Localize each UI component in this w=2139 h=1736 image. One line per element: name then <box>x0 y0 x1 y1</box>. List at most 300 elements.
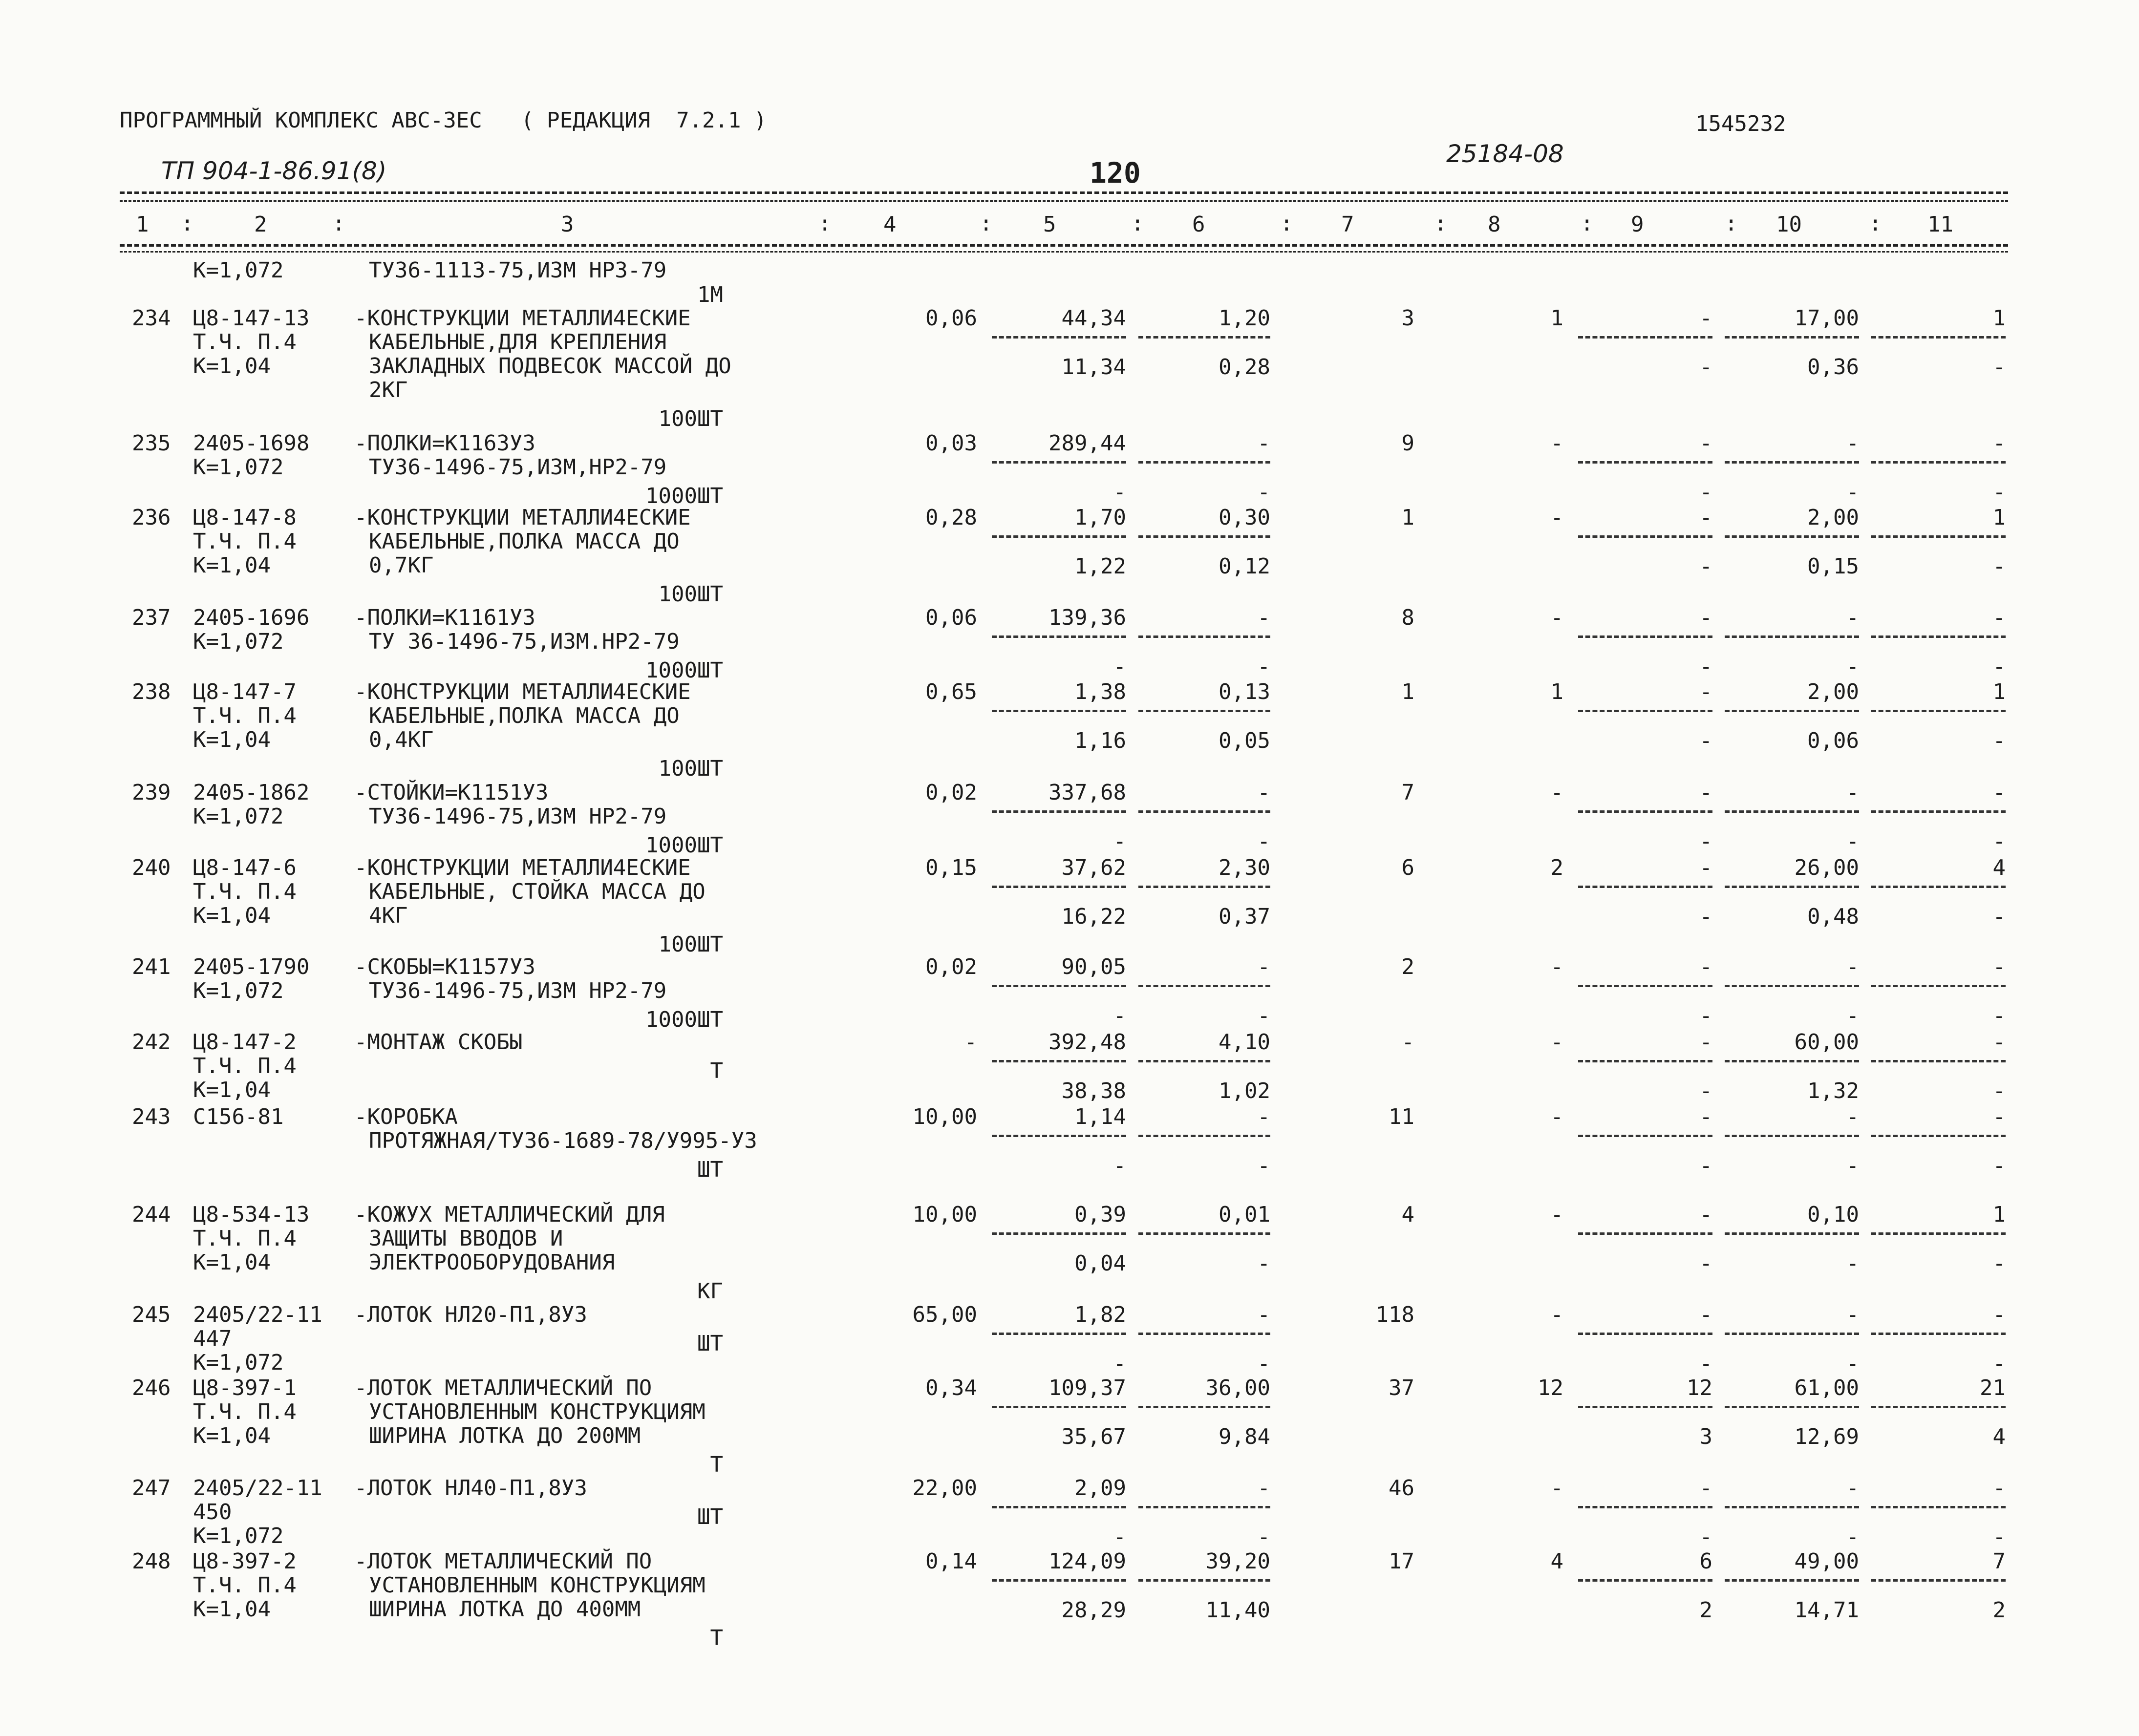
value-underline <box>1725 1135 1859 1137</box>
row-number: 237 <box>132 605 171 630</box>
unit-of-measure: 100ШТ <box>658 756 723 781</box>
cell-c8: 4 <box>1550 1549 1563 1574</box>
value-underline <box>1871 810 2006 813</box>
norm-code: Ц8-397-1 <box>193 1376 297 1400</box>
value-underline <box>1578 886 1712 888</box>
value-underline <box>1578 1232 1712 1235</box>
value-underline <box>992 1135 1126 1137</box>
row-coefficient: К=1,04 <box>193 1250 271 1275</box>
unit-of-measure: ШТ <box>697 1331 723 1356</box>
row-number: 243 <box>132 1104 171 1129</box>
cell-c9: - <box>1699 1030 1712 1055</box>
value-underline <box>1725 710 1859 712</box>
header-rule-bottom-2 <box>120 251 2008 253</box>
item-description: ЗАКЛАДНЫХ ПОДВЕСОК МАССОЙ ДО <box>369 354 731 379</box>
cell-c5: 392,48 <box>1048 1030 1126 1055</box>
cell-c5: 37,62 <box>1061 855 1126 880</box>
placeholder-dash: - <box>1257 654 1270 679</box>
cell-c7: 1 <box>1401 505 1414 530</box>
top-row-description: ТУ36-1113-75,ИЗМ НР3-79 <box>369 258 667 283</box>
value-underline <box>1725 336 1859 339</box>
row-coefficient: К=1,072 <box>193 804 284 829</box>
item-description: -ЛОТОК НЛ20-П1,8У3 <box>354 1302 587 1327</box>
placeholder-dash: - <box>1992 480 2006 505</box>
value-underline <box>1138 1060 1270 1062</box>
cell-c10b: 0,15 <box>1807 554 1859 579</box>
unit-of-measure: Т <box>710 1059 723 1083</box>
cell-c9: - <box>1699 605 1712 630</box>
value-underline <box>992 985 1126 987</box>
cell-c5: 1,70 <box>1074 505 1126 530</box>
cell-c11b: - <box>1992 728 2006 753</box>
row-number: 241 <box>132 954 171 979</box>
cell-c8: - <box>1550 605 1563 630</box>
cell-c6: 1,20 <box>1219 306 1270 331</box>
cell-c9: - <box>1699 1202 1712 1227</box>
value-underline <box>1138 985 1270 987</box>
cell-c10: - <box>1846 605 1859 630</box>
value-underline <box>992 1060 1126 1062</box>
cell-c5b: 1,22 <box>1074 554 1126 579</box>
placeholder-dash: - <box>1257 480 1270 505</box>
cell-c6: 36,00 <box>1205 1376 1270 1400</box>
norm-code-note: Т.Ч. П.4 <box>193 1573 297 1598</box>
column-separator: : <box>1131 211 1144 236</box>
cell-c10: 49,00 <box>1794 1549 1859 1574</box>
norm-code-note: 450 <box>193 1500 232 1524</box>
cell-c11b: - <box>1992 1251 2006 1276</box>
row-number: 247 <box>132 1476 171 1501</box>
cell-c4: 0,02 <box>925 954 977 979</box>
row-coefficient: К=1,072 <box>193 455 284 480</box>
value-underline <box>1871 1506 2006 1508</box>
unit-of-measure: 1000ШТ <box>645 484 723 508</box>
column-header-11: 11 <box>1927 212 1953 237</box>
value-underline <box>1871 985 2006 987</box>
cell-c5b: 28,29 <box>1061 1598 1126 1623</box>
cell-c5b: 16,22 <box>1061 904 1126 929</box>
norm-code: 2405/22-11 <box>193 1476 322 1501</box>
unit-of-measure: КГ <box>697 1279 723 1304</box>
norm-code: 2405/22-11 <box>193 1302 322 1327</box>
unit-of-measure: Т <box>710 1452 723 1477</box>
item-description: -ЛОТОК НЛ40-П1,8У3 <box>354 1476 587 1501</box>
item-description: -СТОЙКИ=К1151У3 <box>354 780 549 805</box>
placeholder-dash: - <box>1846 480 1859 505</box>
cell-c7: - <box>1401 1030 1414 1055</box>
item-description: ТУ36-1496-75,ИЗМ,НР2-79 <box>369 455 667 480</box>
value-underline <box>1578 1579 1712 1582</box>
cell-c10: 17,00 <box>1794 306 1859 331</box>
cell-c5b: 38,38 <box>1061 1079 1126 1103</box>
column-separator: : <box>332 211 345 236</box>
value-underline <box>1725 810 1859 813</box>
value-underline <box>1578 635 1712 638</box>
program-title: ПРОГРАММНЫЙ КОМПЛЕКС АВС-3ЕС ( РЕДАКЦИЯ 7.2.1 ) <box>120 108 767 133</box>
cell-c7: 7 <box>1401 780 1414 805</box>
cell-c4: 65,00 <box>912 1302 977 1327</box>
item-description: ШИРИНА ЛОТКА ДО 400ММ <box>369 1597 641 1622</box>
cell-c6b: - <box>1257 1251 1270 1276</box>
value-underline <box>1871 336 2006 339</box>
column-separator: : <box>1581 211 1594 236</box>
row-coefficient: К=1,04 <box>193 1078 271 1102</box>
norm-code: Ц8-147-8 <box>193 505 297 530</box>
value-underline <box>1871 535 2006 538</box>
placeholder-dash: - <box>1992 1153 2006 1178</box>
cell-c6: - <box>1257 1104 1270 1129</box>
column-header-2: 2 <box>254 212 267 237</box>
document-code: 1545232 <box>1695 111 1786 136</box>
value-underline <box>992 336 1126 339</box>
cell-c4: 0,65 <box>925 679 977 704</box>
placeholder-dash: - <box>1992 654 2006 679</box>
cell-c8: - <box>1550 431 1563 456</box>
row-number: 246 <box>132 1376 171 1400</box>
cell-c9b: - <box>1699 904 1712 929</box>
row-coefficient: К=1,072 <box>193 1524 284 1548</box>
value-underline <box>1871 1060 2006 1062</box>
cell-c8: - <box>1550 1202 1563 1227</box>
cell-c9: - <box>1699 1476 1712 1501</box>
cell-c6b: 9,84 <box>1219 1424 1270 1449</box>
cell-c5: 289,44 <box>1048 431 1126 456</box>
norm-code: Ц8-147-13 <box>193 306 310 331</box>
cell-c4: - <box>964 1030 977 1055</box>
item-description: ЭЛЕКТРООБОРУДОВАНИЯ <box>369 1250 615 1275</box>
value-underline <box>1578 1135 1712 1137</box>
cell-c7: 37 <box>1389 1376 1414 1400</box>
cell-c10b: - <box>1846 1251 1859 1276</box>
row-number: 235 <box>132 431 171 456</box>
placeholder-dash: - <box>1992 829 2006 854</box>
placeholder-dash: - <box>1699 1351 1712 1376</box>
cell-c4: 0,02 <box>925 780 977 805</box>
cell-c10: - <box>1846 1302 1859 1327</box>
value-underline <box>1871 1406 2006 1408</box>
norm-code: 2405-1698 <box>193 431 310 456</box>
column-header-9: 9 <box>1631 212 1644 237</box>
value-underline <box>1871 461 2006 464</box>
norm-code: С156-81 <box>193 1104 284 1129</box>
row-coefficient: К=1,04 <box>193 1597 271 1622</box>
cell-c7: 2 <box>1401 954 1414 979</box>
cell-c7: 1 <box>1401 679 1414 704</box>
cell-c10: - <box>1846 954 1859 979</box>
placeholder-dash: - <box>1699 1003 1712 1028</box>
cell-c9: - <box>1699 780 1712 805</box>
norm-code: 2405-1862 <box>193 780 310 805</box>
cell-c11: - <box>1992 431 2006 456</box>
cell-c10: - <box>1846 1476 1859 1501</box>
cell-c8: 12 <box>1538 1376 1563 1400</box>
item-description: -СКОБЫ=К1157У3 <box>354 954 535 979</box>
value-underline <box>1725 635 1859 638</box>
value-underline <box>992 1406 1126 1408</box>
placeholder-dash: - <box>1846 1153 1859 1178</box>
value-underline <box>1138 461 1270 464</box>
cell-c5: 44,34 <box>1061 306 1126 331</box>
column-header-1: 1 <box>136 212 149 237</box>
cell-c5: 124,09 <box>1048 1549 1126 1574</box>
cell-c9: - <box>1699 1104 1712 1129</box>
value-underline <box>1871 1333 2006 1335</box>
placeholder-dash: - <box>1699 1153 1712 1178</box>
placeholder-dash: - <box>1113 1351 1126 1376</box>
cell-c9: - <box>1699 679 1712 704</box>
value-underline <box>1725 461 1859 464</box>
item-description: -ЛОТОК МЕТАЛЛИЧЕСКИЙ ПО <box>354 1549 652 1574</box>
cell-c9: - <box>1699 505 1712 530</box>
cell-c9b: - <box>1699 554 1712 579</box>
unit-of-measure: ШТ <box>697 1504 723 1529</box>
cell-c9b: - <box>1699 1079 1712 1103</box>
row-number: 234 <box>132 306 171 331</box>
cell-c7: 9 <box>1401 431 1414 456</box>
cell-c6: 0,13 <box>1219 679 1270 704</box>
cell-c6b: 0,05 <box>1219 728 1270 753</box>
cell-c4: 0,03 <box>925 431 977 456</box>
column-separator: : <box>1725 211 1738 236</box>
placeholder-dash: - <box>1992 1351 2006 1376</box>
placeholder-dash: - <box>1113 1524 1126 1549</box>
cell-c10: - <box>1846 1104 1859 1129</box>
cell-c6: 39,20 <box>1205 1549 1270 1574</box>
row-number: 242 <box>132 1030 171 1055</box>
cell-c9b: 2 <box>1699 1598 1712 1623</box>
placeholder-dash: - <box>1846 829 1859 854</box>
value-underline <box>1578 710 1712 712</box>
row-coefficient: К=1,072 <box>193 978 284 1003</box>
norm-code-note: Т.Ч. П.4 <box>193 1399 297 1424</box>
column-header-4: 4 <box>883 212 897 237</box>
norm-code-note: Т.Ч. П.4 <box>193 703 297 728</box>
cell-c6: - <box>1257 431 1270 456</box>
cell-c10b: 14,71 <box>1794 1598 1859 1623</box>
value-underline <box>1138 336 1270 339</box>
unit-of-measure: 1000ШТ <box>645 658 723 683</box>
item-description: 0,7КГ <box>369 553 434 578</box>
cell-c4: 0,28 <box>925 505 977 530</box>
cell-c10b: 0,36 <box>1807 355 1859 380</box>
cell-c11b: - <box>1992 1079 2006 1103</box>
cell-c11b: 4 <box>1992 1424 2006 1449</box>
cell-c7: 11 <box>1389 1104 1414 1129</box>
cell-c8: - <box>1550 1104 1563 1129</box>
cell-c9: - <box>1699 431 1712 456</box>
value-underline <box>1138 535 1270 538</box>
value-underline <box>1871 635 2006 638</box>
cell-c10b: 0,06 <box>1807 728 1859 753</box>
norm-code-note: 447 <box>193 1326 232 1351</box>
value-underline <box>1725 1579 1859 1582</box>
value-underline <box>1138 810 1270 813</box>
value-underline <box>1725 1406 1859 1408</box>
cell-c6: 4,10 <box>1219 1030 1270 1055</box>
unit-of-measure: 100ШТ <box>658 406 723 431</box>
cell-c9b: - <box>1699 355 1712 380</box>
cell-c10b: 12,69 <box>1794 1424 1859 1449</box>
cell-c11b: - <box>1992 355 2006 380</box>
cell-c10b: 0,48 <box>1807 904 1859 929</box>
value-underline <box>992 535 1126 538</box>
column-header-7: 7 <box>1341 212 1354 237</box>
cell-c6b: 0,12 <box>1219 554 1270 579</box>
row-number: 244 <box>132 1202 171 1227</box>
cell-c5: 2,09 <box>1074 1476 1126 1501</box>
header-rule-bottom <box>120 244 2008 247</box>
item-description: -КОРОБКА <box>354 1104 458 1129</box>
item-description: ТУ36-1496-75,ИЗМ НР2-79 <box>369 804 667 829</box>
cell-c9b: - <box>1699 728 1712 753</box>
cell-c11b: - <box>1992 554 2006 579</box>
cell-c8: 1 <box>1550 679 1563 704</box>
cell-c11: - <box>1992 1104 2006 1129</box>
page-number: 120 <box>1090 156 1141 190</box>
cell-c11: - <box>1992 780 2006 805</box>
cell-c5: 139,36 <box>1048 605 1126 630</box>
cell-c5: 0,39 <box>1074 1202 1126 1227</box>
cell-c9: - <box>1699 855 1712 880</box>
placeholder-dash: - <box>1257 829 1270 854</box>
cell-c5b: 11,34 <box>1061 355 1126 380</box>
column-header-8: 8 <box>1488 212 1501 237</box>
cell-c8: - <box>1550 780 1563 805</box>
cell-c4: 0,34 <box>925 1376 977 1400</box>
cell-c7: 17 <box>1389 1549 1414 1574</box>
value-underline <box>1725 535 1859 538</box>
cell-c10: - <box>1846 780 1859 805</box>
cell-c11b: 2 <box>1992 1598 2006 1623</box>
row-number: 239 <box>132 780 171 805</box>
value-underline <box>992 1232 1126 1235</box>
column-header-10: 10 <box>1776 212 1802 237</box>
item-description: КАБЕЛЬНЫЕ,ПОЛКА МАССА ДО <box>369 703 680 728</box>
value-underline <box>1871 886 2006 888</box>
value-underline <box>1725 985 1859 987</box>
cell-c8: 1 <box>1550 306 1563 331</box>
item-description: 2КГ <box>369 378 408 402</box>
cell-c10: 0,10 <box>1807 1202 1859 1227</box>
cell-c6: - <box>1257 954 1270 979</box>
placeholder-dash: - <box>1846 1003 1859 1028</box>
cell-c10: 2,00 <box>1807 505 1859 530</box>
cell-c8: - <box>1550 1476 1563 1501</box>
value-underline <box>1578 336 1712 339</box>
row-coefficient: К=1,04 <box>193 903 271 928</box>
item-description: ПРОТЯЖНАЯ/ТУ36-1689-78/У995-У3 <box>369 1128 757 1153</box>
cell-c6b: 0,28 <box>1219 355 1270 380</box>
norm-code-note: Т.Ч. П.4 <box>193 1054 297 1079</box>
cell-c7: 8 <box>1401 605 1414 630</box>
cell-c11: - <box>1992 1030 2006 1055</box>
value-underline <box>1725 1232 1859 1235</box>
item-description: -ПОЛКИ=К1161У3 <box>354 605 535 630</box>
norm-code: Ц8-397-2 <box>193 1549 297 1574</box>
norm-code-note: Т.Ч. П.4 <box>193 529 297 554</box>
cell-c7: 46 <box>1389 1476 1414 1501</box>
cell-c11: - <box>1992 1476 2006 1501</box>
item-description: -ЛОТОК МЕТАЛЛИЧЕСКИЙ ПО <box>354 1376 652 1400</box>
cell-c8: - <box>1550 954 1563 979</box>
cell-c11: - <box>1992 954 2006 979</box>
placeholder-dash: - <box>1113 1003 1126 1028</box>
cell-c11b: - <box>1992 904 2006 929</box>
placeholder-dash: - <box>1992 1003 2006 1028</box>
placeholder-dash: - <box>1113 829 1126 854</box>
cell-c5: 109,37 <box>1048 1376 1126 1400</box>
item-description: УСТАНОВЛЕННЫМ КОНСТРУКЦИЯМ <box>369 1573 706 1598</box>
cell-c8: - <box>1550 505 1563 530</box>
column-header-3: 3 <box>561 212 574 237</box>
item-description: -КОЖУХ МЕТАЛЛИЧЕСКИЙ ДЛЯ <box>354 1202 665 1227</box>
value-underline <box>1871 1135 2006 1137</box>
cell-c10: 61,00 <box>1794 1376 1859 1400</box>
cell-c5: 1,82 <box>1074 1302 1126 1327</box>
row-number: 238 <box>132 679 171 704</box>
unit-of-measure: 100ШТ <box>658 582 723 607</box>
column-header-6: 6 <box>1192 212 1205 237</box>
value-underline <box>1138 1135 1270 1137</box>
value-underline <box>1578 985 1712 987</box>
item-description: -КОНСТРУКЦИИ МЕТАЛЛИ4ЕСКИЕ <box>354 505 691 530</box>
norm-code: Ц8-147-6 <box>193 855 297 880</box>
cell-c6: - <box>1257 605 1270 630</box>
row-number: 240 <box>132 855 171 880</box>
value-underline <box>1138 1579 1270 1582</box>
item-description: -КОНСТРУКЦИИ МЕТАЛЛИ4ЕСКИЕ <box>354 855 691 880</box>
value-underline <box>992 886 1126 888</box>
norm-code-note: Т.Ч. П.4 <box>193 330 297 355</box>
placeholder-dash: - <box>1846 1351 1859 1376</box>
cell-c11: 21 <box>1980 1376 2006 1400</box>
value-underline <box>1871 1232 2006 1235</box>
placeholder-dash: - <box>1257 1153 1270 1178</box>
value-underline <box>992 1333 1126 1335</box>
header-rule-top <box>120 191 2008 194</box>
unit-of-measure: Т <box>710 1626 723 1651</box>
norm-code: Ц8-147-7 <box>193 679 297 704</box>
item-description: -КОНСТРУКЦИИ МЕТАЛЛИ4ЕСКИЕ <box>354 306 691 331</box>
placeholder-dash: - <box>1699 654 1712 679</box>
value-underline <box>1138 886 1270 888</box>
unit-of-measure: ШТ <box>697 1157 723 1182</box>
value-underline <box>1138 1333 1270 1335</box>
cell-c6: - <box>1257 1476 1270 1501</box>
placeholder-dash: - <box>1257 1524 1270 1549</box>
cell-c9b: - <box>1699 1251 1712 1276</box>
value-underline <box>1871 1579 2006 1582</box>
cell-c4: 0,14 <box>925 1549 977 1574</box>
item-description: ТУ 36-1496-75,ИЗМ.НР2-79 <box>369 629 680 654</box>
cell-c5: 90,05 <box>1061 954 1126 979</box>
value-underline <box>992 461 1126 464</box>
row-coefficient: К=1,04 <box>193 1423 271 1448</box>
value-underline <box>1725 1060 1859 1062</box>
cell-c4: 10,00 <box>912 1104 977 1129</box>
column-separator: : <box>980 211 993 236</box>
cell-c10: - <box>1846 431 1859 456</box>
item-description: КАБЕЛЬНЫЕ,ДЛЯ КРЕПЛЕНИЯ <box>369 330 667 355</box>
row-coefficient: К=1,04 <box>193 553 271 578</box>
cell-c10: 60,00 <box>1794 1030 1859 1055</box>
item-description: ШИРИНА ЛОТКА ДО 200ММ <box>369 1423 641 1448</box>
placeholder-dash: - <box>1699 480 1712 505</box>
placeholder-dash: - <box>1699 829 1712 854</box>
placeholder-dash: - <box>1992 1524 2006 1549</box>
cell-c11: 1 <box>1992 679 2006 704</box>
value-underline <box>1578 461 1712 464</box>
